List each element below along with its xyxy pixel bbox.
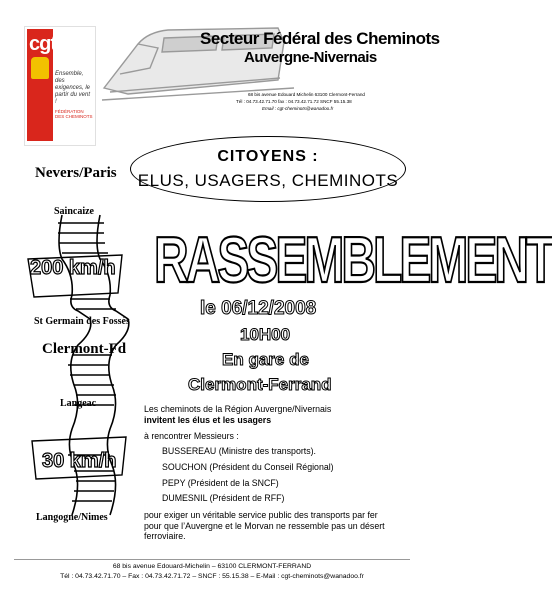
station-langeac: Langeac: [60, 398, 97, 409]
headline-rassemblement: RASSEMBLEMENT: [154, 225, 552, 297]
event-date: le 06/12/2008: [200, 298, 317, 319]
person-bussereau: BUSSEREAU (Ministre des transports).: [162, 446, 316, 456]
logo-slogan: Ensemble, des exigences, le partir du vent !: [55, 71, 91, 105]
cgt-logo: [24, 26, 96, 146]
person-dumesnil: DUMESNIL (Président de RFF): [162, 493, 285, 503]
header-email: Email : cgt-cheminots@wanadoo.fr: [262, 106, 334, 111]
intro-text: Les cheminots de la Région Auvergne/Nivernais: [144, 404, 332, 414]
person-pepy: PEPY (Président de la SNCF): [162, 478, 279, 488]
banner-line1: CITOYENS :: [217, 148, 319, 165]
closing-paragraph: pour exiger un véritable service public des transports par fer pour que l’Auvergne et le Morvan ne ressemble pas un désert ferroviaire.: [144, 510, 385, 541]
sector-subtitle: Auvergne-Nivernais: [244, 49, 377, 66]
header-address: 68 bis avenue Edouard Michelin 63100 Clermont-Ferrand: [248, 92, 365, 97]
event-place-line1: En gare de: [222, 350, 309, 369]
intro-paragraph: [144, 404, 384, 425]
station-st-germain: St Germain des Fossés: [34, 316, 130, 327]
sector-title: Secteur Fédéral des Cheminots: [200, 29, 440, 48]
station-saincaize: Saincaize: [54, 206, 94, 217]
rencontrer-line: à rencontrer Messieurs :: [144, 431, 239, 441]
citoyens-banner: [130, 136, 406, 202]
logo-hand-icon: [31, 57, 49, 79]
logo-brand: cgt: [29, 33, 56, 55]
footer-contacts: Tél : 04.73.42.71.70 – Fax : 04.73.42.71.72 – SNCF : 55.15.38 – E-Mail : cgt-cheminots@wanadoo.fr: [60, 573, 364, 580]
speed-label-top: 200 km/h: [30, 257, 116, 279]
station-nevers-paris: Nevers/Paris: [35, 165, 117, 181]
person-souchon: SOUCHON (Président du Conseil Régional): [162, 462, 334, 472]
footer-divider: [14, 559, 410, 560]
footer-address: 68 bis avenue Edouard-Michelin – 63100 CLERMONT-FERRAND: [112, 563, 312, 570]
header-phone: Tél : 04.73.42.71.70 fax : 04.73.42.71.72 SNCF 55.15.38: [236, 99, 352, 104]
banner-line2: ELUS, USAGERS, CHEMINOTS: [137, 171, 399, 190]
station-clermont-fd: Clermont-Fd: [42, 341, 127, 357]
speed-label-bottom: 30 km/h: [42, 450, 117, 472]
logo-federation: FÉDÉRATION DES CHEMINOTS: [55, 109, 93, 119]
event-place-line2: Clermont-Ferrand: [188, 375, 332, 394]
station-langogne-nimes: Langogne/Nimes: [36, 512, 108, 523]
intro-bold-text: invitent les élus et les usagers: [144, 414, 272, 425]
event-time: 10H00: [240, 325, 291, 344]
